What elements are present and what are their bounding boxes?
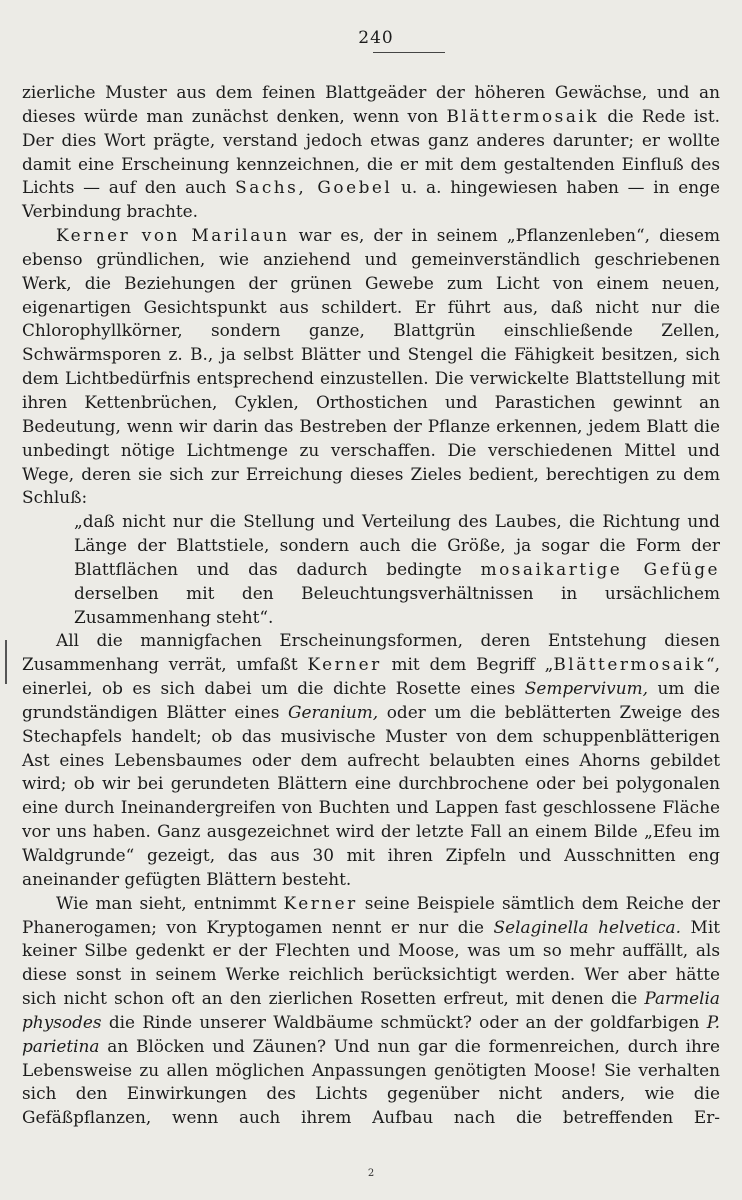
text-run: um die grundständigen Blätter eines — [22, 678, 721, 722]
page-number: 240 — [358, 28, 394, 48]
text-run: die Rede ist. Der dies Wort prägte, verstand jedoch etwas ganz anderes darunter; er wollte damit eine Erscheinung kennzeichnen, die er mit dem gestaltenden Einfluß des Lichts — auf den auch — [22, 105, 720, 198]
text-run: „daß nicht nur die Stellung und Verteilung des Laubes, die Richtung und Länge der Blattstiele, sondern auch die Größe, ja sogar die Form der Blattflächen und das dadurch bedingte — [74, 511, 720, 579]
text-run: Wie man sieht, entnimmt — [56, 892, 284, 913]
text-run: zierliche Muster aus dem feinen Blattgeäder der höheren Gewächse, und an dieses würde man zunächst denken, wenn von — [22, 82, 720, 126]
text-run: an Blöcken und Zäunen? Und nun gar die formenreichen, durch ihre Lebensweise zu allen möglichen Anpassungen genötigten Moose! Sie verhalten sich den Einwirkungen des Lichts gegenüber nicht anders, wie die Gefäßpflanzen, wenn auch ihrem Aufbau nach die betreffenden Er- — [22, 1035, 720, 1128]
text-run: derselben mit den Beleuchtungsverhältnissen in ursächlichem Zusammenhang steht“. — [74, 582, 720, 627]
species-name: Geranium, — [287, 701, 379, 722]
text-run: mit dem Begriff „ — [381, 654, 554, 675]
spaced-author-name: Kerner — [307, 654, 382, 675]
block-quote — [22, 510, 720, 629]
spaced-term: Blättermosaik — [446, 105, 600, 126]
text-run: seine Beispiele sämtlich dem Reiche der Phanerogamen; von Kryptogamen nennt er nur die — [22, 892, 720, 937]
spaced-names: Sachs, Goebel — [235, 177, 393, 198]
spaced-term: Blättermosaik — [553, 654, 706, 675]
species-name: P. parietina — [22, 1011, 720, 1056]
text-run: All die mannigfachen Erscheinungsformen, deren Entstehung diesen Zusammenhang verrät, umfaßt — [22, 630, 720, 675]
paragraph-3 — [22, 629, 720, 891]
spaced-author-name: Kerner von Marilaun — [56, 225, 290, 246]
paragraph-1 — [22, 81, 720, 224]
signature-mark: 2 — [367, 1168, 375, 1179]
spaced-term: mosaikartige Gefüge — [480, 558, 720, 579]
text-run: die Rinde unserer Waldbäume schmückt? oder an der goldfarbigen — [101, 1011, 707, 1032]
text-run: “, einerlei, ob es sich dabei um die dichte Rosette eines — [22, 654, 720, 699]
body-text — [22, 81, 720, 1130]
paragraph-4 — [22, 892, 720, 1130]
species-name: Selaginella helvetica. — [493, 916, 681, 937]
paragraph-2 — [22, 224, 720, 510]
species-name: Parmelia physodes — [22, 988, 720, 1032]
text-run: u. a. hingewiesen haben — in enge Verbindung brachte. — [22, 177, 720, 222]
header-rule — [373, 52, 445, 53]
text-run: oder um die beblätterten Zweige des Stechapfels handelt; ob das musivische Muster von dem schuppenblätterigen Ast eines Lebensbaumes oder dem aufrecht belaubten eines Ahorns gebildet wird; ob wir bei gerundeten Blättern eine durchbrochene oder bei polygonalen eine durch Ineinandergreifen von Buchten und Lappen fast geschlossene Fläche vor uns haben. Ganz ausgezeichnet wird der letzte Fall an einem Bilde „Efeu im Waldgrunde“ gezeigt, das aus 30 mit ihren Zipfeln und Ausschnitten eng aneinander gefügten Blättern besteht. — [22, 701, 720, 889]
text-run: war es, der in seinem „Pflanzenleben“, diesem ebenso gründlichen, wie anziehend und gemeinverständlich geschriebenen Werk, die Beziehungen der grünen Gewebe zum Licht von einem neuen, eigenartigen Gesichtspunkt aus schildert. Er führt aus, daß nicht nur die Chlorophyllkörner, sondern ganze, Blattgrün einschließende Zellen, Schwärmsporen z. B., ja selbst Blätter und Stengel die Fähigkeit besitzen, sich dem Lichtbedürfnis entsprechend einzustellen. Die verwickelte Blattstellung mit ihren Kettenbrüchen, Cyklen, Orthostichen und Parastichen gewinnt an Bedeutung, wenn wir darin das Bestreben der Pflanze erkennen, jedem Blatt die unbedingt nötige Lichtmenge zu verschaffen. Die verschiedenen Mittel und Wege, deren sie sich zur Erreichung dieses Zieles bedient, berechtigen zu dem Schluß: — [22, 225, 720, 508]
text-run: Mit keiner Silbe gedenkt er der Flechten und Moose, was um so mehr auffällt, als diese sonst in seinem Werke reichlich berücksichtigt werden. Wer aber hätte sich nicht schon oft an den zierlichen Rosetten erfreut, mit denen die — [22, 916, 721, 1009]
margin-pencil-mark — [5, 640, 7, 684]
spaced-author-name: Kerner — [283, 892, 358, 913]
species-name: Sempervivum, — [524, 678, 648, 699]
